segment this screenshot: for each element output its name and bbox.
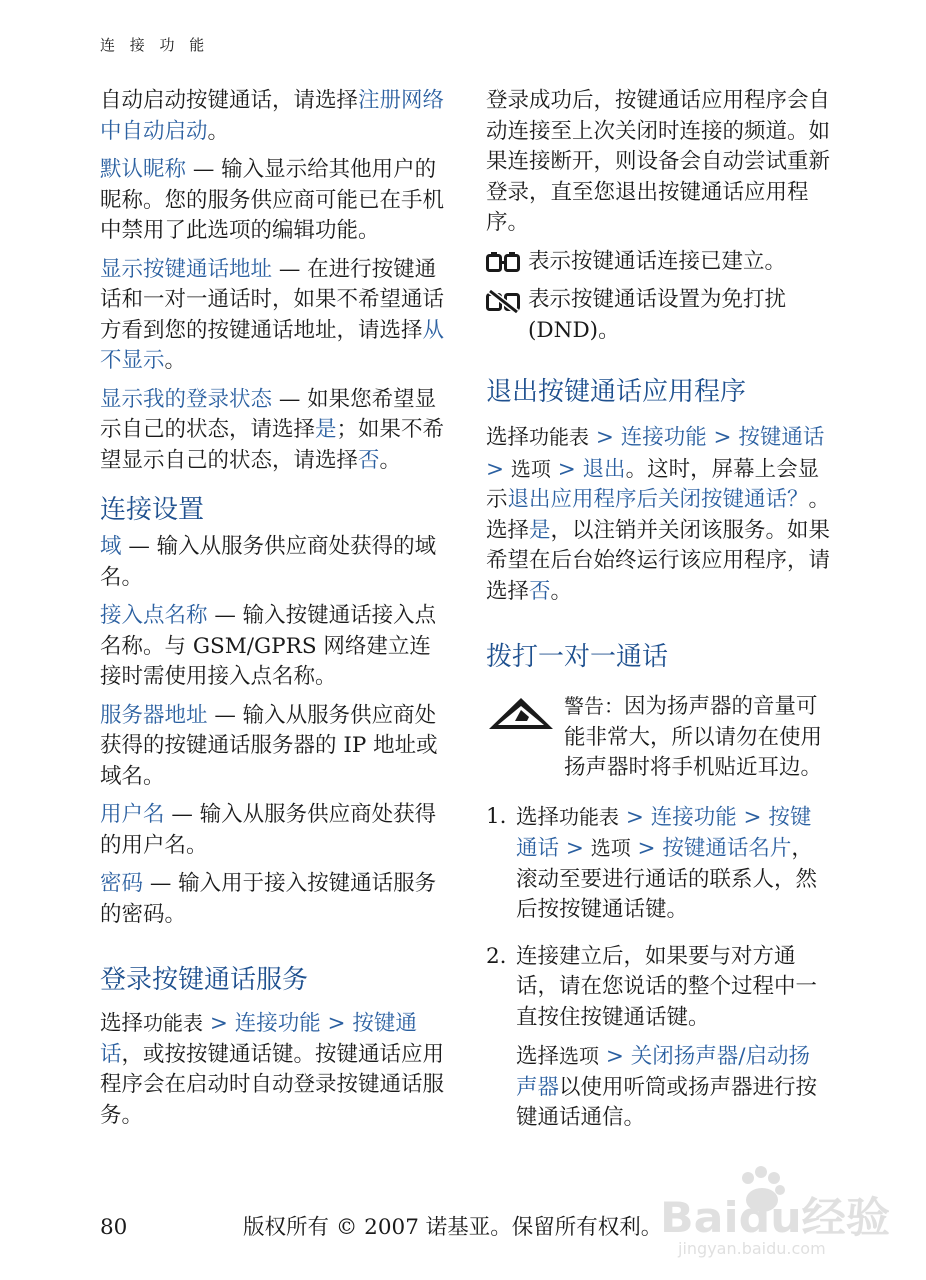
access-point-item	[100, 601, 445, 693]
list-item	[486, 802, 831, 934]
text: ，以注销并关闭该服务。如果希望在后台始终运行该应用程序，请选择	[486, 517, 831, 604]
connection-settings-heading: 连接设置	[100, 495, 205, 525]
menu-path-options: 选项	[590, 836, 631, 860]
path-separator: >	[486, 456, 511, 482]
call-steps-list	[486, 802, 831, 1142]
running-header: 连 接 功 能	[100, 36, 210, 54]
yes-option: 是	[529, 517, 551, 543]
text: 自动启动按键通话，请选择	[100, 88, 359, 113]
text: 。这时，屏幕上会显示	[486, 456, 820, 512]
copyright-notice: 版权所有 © 2007 诺基亚。保留所有权利。	[243, 1215, 663, 1240]
text: 因为扬声器的音量可能非常大，所以请勿在使用扬声器时将手机贴近耳边。	[564, 694, 823, 780]
text: — 输入显示给其他用户的昵称。您的服务供应商可能已在手机中禁用了此选项的编辑功能。	[100, 157, 445, 243]
list-item	[486, 942, 831, 1142]
menu-path-connectivity: 连接功能	[234, 1011, 321, 1036]
domain-item	[100, 532, 445, 593]
text: 以使用听筒或扬声器进行按键通话通信。	[516, 1074, 818, 1130]
step-body	[516, 802, 831, 934]
default-nickname-label: 默认昵称	[100, 157, 187, 182]
text: — 输入从服务供应商处获得的用户名。	[100, 802, 437, 858]
text: 。	[207, 118, 230, 144]
show-address-item	[100, 255, 445, 377]
text: 表示按键通话设置为免打扰 (DND)。	[528, 287, 787, 343]
menu-path-ptt: 按键通话	[738, 425, 825, 450]
text: 。	[164, 348, 187, 373]
path-separator: >	[203, 1011, 235, 1036]
menu-path-menu: 功能表	[143, 1011, 204, 1035]
autostart-paragraph	[100, 86, 445, 147]
text: 选择	[516, 1044, 560, 1069]
warning-triangle-icon	[486, 693, 556, 733]
text: 表示按键通话连接已建立。	[528, 248, 787, 274]
path-separator: >	[736, 804, 769, 830]
password-item	[100, 869, 445, 930]
login-success-paragraph: 登录成功后，按键通话应用程序会自动连接至上次关闭时连接的频道。如果连接断开，则设备会自动尝试重新登录，直至您退出按键通话应用程序。	[486, 88, 831, 235]
connected-icon-line	[486, 247, 831, 278]
domain-label: 域	[100, 534, 122, 559]
path-separator: >	[706, 425, 739, 450]
path-separator: >	[559, 836, 591, 861]
step-body	[516, 942, 831, 1142]
step-number: 2.	[486, 943, 507, 969]
login-paragraph	[100, 1008, 445, 1131]
path-separator: >	[550, 456, 583, 482]
path-separator: >	[619, 804, 651, 830]
text: 选择	[486, 425, 530, 450]
left-column	[100, 86, 445, 1139]
menu-path-options: 选项	[559, 1044, 600, 1068]
access-point-label: 接入点名称	[100, 603, 208, 628]
path-separator: >	[320, 1011, 353, 1036]
text: 。	[379, 447, 402, 473]
menu-path-menu: 功能表	[529, 425, 590, 449]
menu-path-connectivity: 连接功能	[620, 425, 707, 450]
no-option: 否	[529, 578, 551, 604]
text: ；如果不希望显示自己的状态，请选择	[100, 417, 445, 473]
ptt-connected-icon	[486, 251, 520, 273]
username-item	[100, 800, 445, 861]
text: 。	[550, 578, 573, 604]
server-address-label: 服务器地址	[100, 702, 208, 728]
menu-path-menu: 功能表	[559, 804, 620, 829]
menu-path-options: 选项	[510, 456, 551, 481]
exit-prompt-text: 退出应用程序后关闭按键通话？	[507, 487, 809, 512]
step1-text	[516, 802, 831, 926]
show-status-label: 显示我的登录状态	[100, 386, 273, 412]
autostart-option-link: 注册网络中自动启动	[100, 88, 445, 144]
baidu-jingyan-watermark	[660, 1160, 890, 1260]
one-to-one-call-heading: 拨打一对一通话	[486, 642, 669, 672]
username-label: 用户名	[100, 802, 165, 827]
menu-path-connectivity: 连接功能	[650, 804, 737, 830]
text: — 输入用于接入按键通话服务的密码。	[100, 871, 437, 927]
text: — 输入按键通话接入点名称。与 GSM/GPRS 网络建立连接时需使用接入点名称。	[100, 603, 437, 689]
ptt-dnd-icon	[486, 289, 520, 313]
menu-path-ptt-cards: 按键通话名片	[662, 836, 792, 861]
text: — 如果您希望显示自己的状态，请选择	[100, 386, 437, 442]
password-label: 密码	[100, 871, 144, 896]
menu-path-ptt: 按键通话	[516, 804, 812, 861]
text: — 在进行按键通话和一对一通话时，如果不希望通话方看到您的按键通话地址，请选择	[100, 256, 445, 343]
text: 选择	[100, 1011, 144, 1036]
text: 。选择	[486, 487, 831, 543]
text: — 输入从服务供应商处获得的按键通话服务器的 IP 地址或域名。	[100, 702, 438, 789]
yes-option: 是	[315, 417, 337, 442]
warning-text	[564, 691, 831, 784]
path-separator: >	[599, 1044, 631, 1069]
text: 选择	[516, 804, 560, 830]
page-number: 80	[100, 1215, 128, 1240]
never-show-option: 从不显示	[100, 317, 445, 373]
path-separator: >	[630, 836, 663, 861]
show-status-item	[100, 385, 445, 477]
watermark-brand: Baidu经验	[660, 1193, 890, 1242]
no-option: 否	[358, 447, 380, 473]
show-address-label: 显示按键通话地址	[100, 256, 273, 282]
step-number: 1.	[486, 803, 507, 829]
right-column	[486, 86, 831, 1150]
path-separator: >	[589, 425, 621, 450]
dnd-icon-line	[486, 285, 831, 346]
text: ，或按按键通话键。按键通话应用程序会在启动时自动登录按键通话服务。	[100, 1041, 445, 1128]
speaker-toggle-option: 关闭扬声器/启动扬声器	[516, 1044, 810, 1100]
login-service-heading: 登录按键通话服务	[100, 965, 309, 995]
exit-paragraph	[486, 422, 831, 607]
warning-label: 警告：	[564, 694, 624, 718]
exit-app-heading: 退出按键通话应用程序	[486, 377, 747, 407]
text: ，滚动至要进行通话的联系人，然后按按键通话键。	[516, 836, 818, 922]
step2-text: 连接建立后，如果要与对方通话，请在您说话的整个过程中一直按住按键通话键。	[516, 943, 818, 1030]
menu-path-exit: 退出	[582, 456, 626, 482]
warning-block	[486, 691, 831, 792]
step2-followup-text	[516, 1041, 831, 1134]
text: — 输入从服务供应商处获得的域名。	[100, 534, 437, 590]
server-address-item	[100, 701, 445, 793]
watermark-url: jingyan.baidu.com	[678, 1239, 826, 1258]
default-nickname-item	[100, 155, 445, 247]
menu-path-ptt: 按键通话	[100, 1011, 417, 1067]
